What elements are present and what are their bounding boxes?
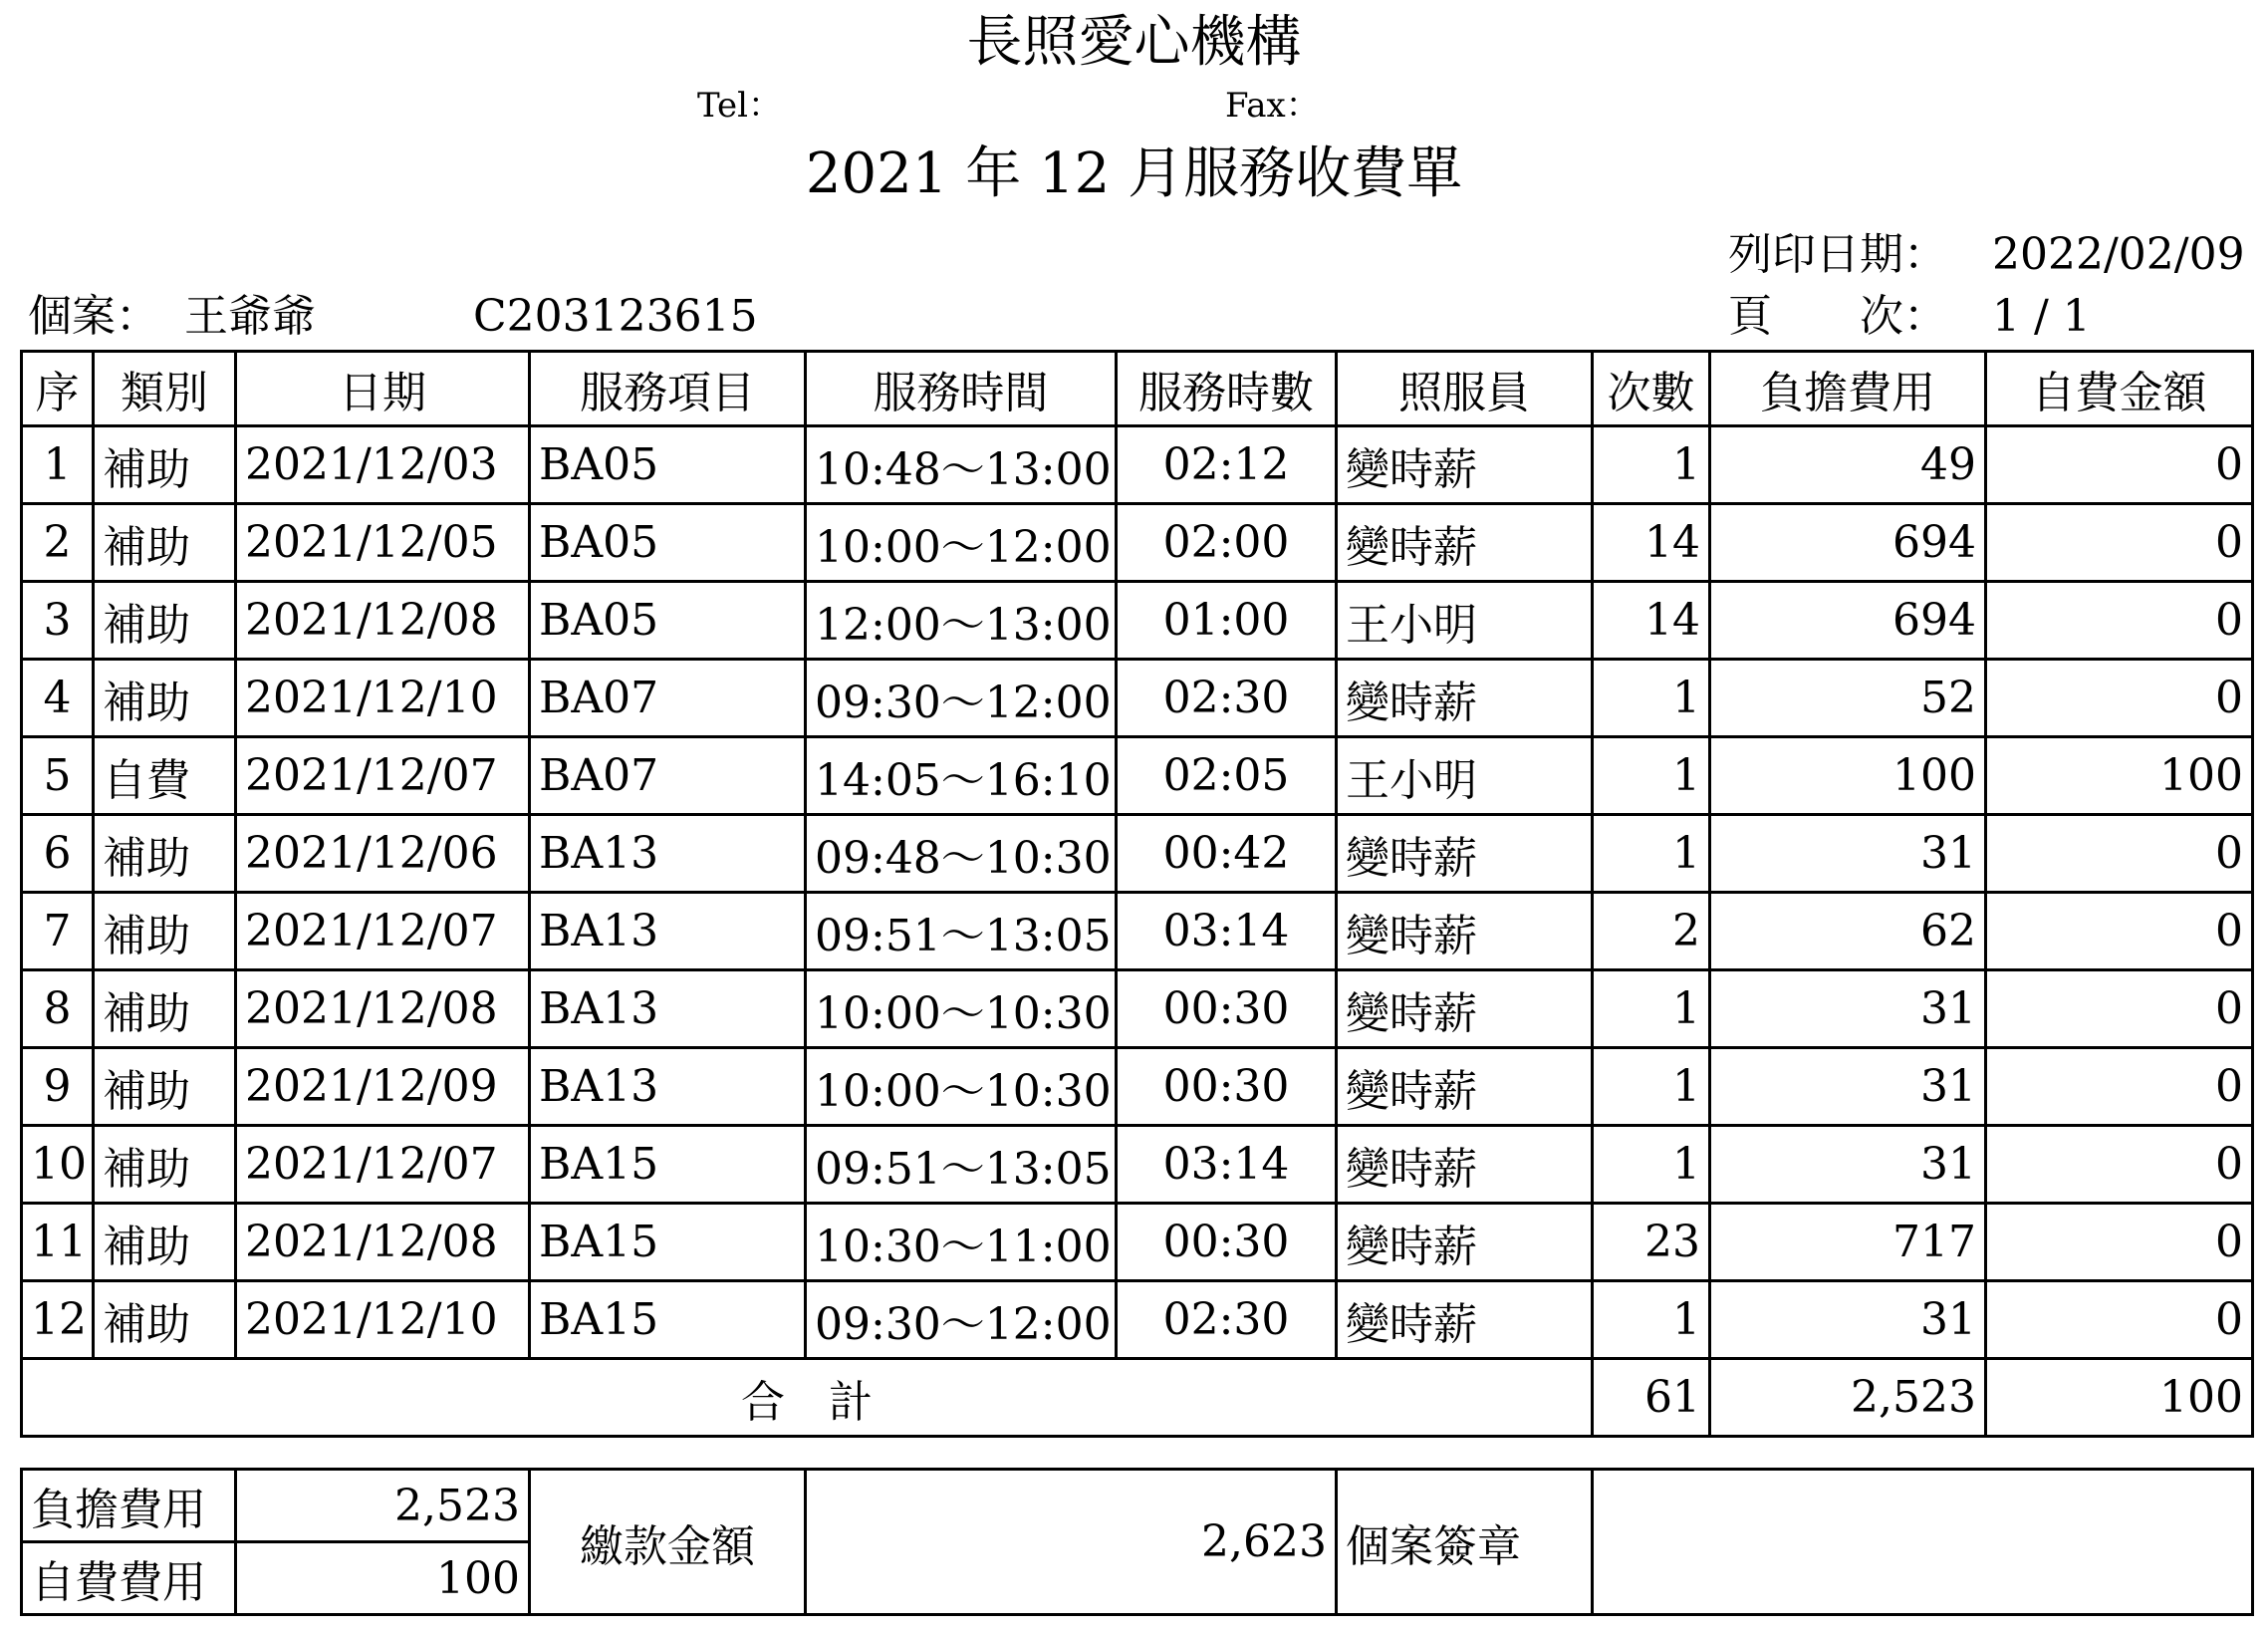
- row-type: 補助: [94, 660, 236, 737]
- row-copay: 717: [1710, 1204, 1986, 1281]
- table-row: [22, 1126, 2253, 1204]
- row-copay: 694: [1710, 582, 1986, 660]
- column-header: 負擔費用: [1710, 352, 1986, 426]
- column-header: 照服員: [1337, 352, 1593, 426]
- row-time: 10:00～10:30: [806, 1048, 1117, 1126]
- row-time: 10:30～11:00: [806, 1204, 1117, 1281]
- row-copay: 31: [1710, 1126, 1986, 1204]
- row-worker: 王小明: [1337, 737, 1593, 815]
- row-item: BA13: [530, 970, 806, 1048]
- row-seq: 11: [22, 1204, 94, 1281]
- print-date-value: 2022/02/09: [1992, 229, 2245, 280]
- column-header: 自費金額: [1986, 352, 2253, 426]
- case-name: 王爺爺: [184, 291, 316, 342]
- row-type: 補助: [94, 893, 236, 970]
- row-item: BA13: [530, 815, 806, 893]
- table-row: [22, 1048, 2253, 1126]
- row-date: 2021/12/06: [236, 815, 530, 893]
- row-time: 10:48～13:00: [806, 426, 1117, 504]
- row-item: BA15: [530, 1126, 806, 1204]
- row-time: 10:00～12:00: [806, 504, 1117, 582]
- row-type: 補助: [94, 504, 236, 582]
- case-id: C203123615: [473, 291, 758, 342]
- row-item: BA15: [530, 1281, 806, 1359]
- tel-label: Tel：: [697, 86, 783, 126]
- column-header: 類別: [94, 352, 236, 426]
- total-copay: 2,523: [1710, 1359, 1986, 1437]
- row-count: 14: [1593, 582, 1710, 660]
- row-item: BA07: [530, 660, 806, 737]
- row-copay: 49: [1710, 426, 1986, 504]
- row-seq: 10: [22, 1126, 94, 1204]
- table-row: [22, 737, 2253, 815]
- column-header: 序: [22, 352, 94, 426]
- row-copay: 31: [1710, 1281, 1986, 1359]
- row-hours: 02:30: [1117, 660, 1337, 737]
- row-item: BA07: [530, 737, 806, 815]
- signature-label: 個案簽章: [1337, 1470, 1593, 1615]
- row-count: 1: [1593, 737, 1710, 815]
- row-worker: 變時薪: [1337, 970, 1593, 1048]
- row-count: 2: [1593, 893, 1710, 970]
- row-worker: 王小明: [1337, 582, 1593, 660]
- row-date: 2021/12/10: [236, 1281, 530, 1359]
- column-header: 日期: [236, 352, 530, 426]
- row-date: 2021/12/07: [236, 893, 530, 970]
- print-date-label: 列印日期：: [1728, 229, 1947, 280]
- row-hours: 00:30: [1117, 1204, 1337, 1281]
- column-header: 服務時間: [806, 352, 1117, 426]
- row-count: 23: [1593, 1204, 1710, 1281]
- row-hours: 02:30: [1117, 1281, 1337, 1359]
- column-header: 服務項目: [530, 352, 806, 426]
- row-self-pay: 0: [1986, 1048, 2253, 1126]
- total-label: 合 計: [22, 1359, 1593, 1437]
- row-date: 2021/12/07: [236, 1126, 530, 1204]
- row-seq: 2: [22, 504, 94, 582]
- row-date: 2021/12/03: [236, 426, 530, 504]
- row-self-pay: 0: [1986, 660, 2253, 737]
- row-self-pay: 0: [1986, 1126, 2253, 1204]
- table-row: [22, 426, 2253, 504]
- row-worker: 變時薪: [1337, 1048, 1593, 1126]
- self-pay-label: 自費費用: [22, 1542, 236, 1615]
- row-item: BA05: [530, 504, 806, 582]
- row-seq: 5: [22, 737, 94, 815]
- row-time: 09:30～12:00: [806, 660, 1117, 737]
- page-value: 1 / 1: [1992, 291, 2091, 342]
- row-date: 2021/12/08: [236, 582, 530, 660]
- row-hours: 03:14: [1117, 1126, 1337, 1204]
- row-worker: 變時薪: [1337, 815, 1593, 893]
- document-title: 2021 年 12 月服務收費單: [805, 141, 1463, 206]
- row-worker: 變時薪: [1337, 893, 1593, 970]
- row-seq: 12: [22, 1281, 94, 1359]
- table-row: [22, 1281, 2253, 1359]
- table-row: [22, 1204, 2253, 1281]
- row-hours: 03:14: [1117, 893, 1337, 970]
- row-worker: 變時薪: [1337, 1281, 1593, 1359]
- payment-value: 2,623: [806, 1470, 1337, 1615]
- table-row: [22, 660, 2253, 737]
- row-date: 2021/12/08: [236, 970, 530, 1048]
- row-time: 09:51～13:05: [806, 893, 1117, 970]
- row-hours: 00:30: [1117, 970, 1337, 1048]
- row-self-pay: 0: [1986, 504, 2253, 582]
- row-type: 補助: [94, 582, 236, 660]
- table-row: [22, 504, 2253, 582]
- row-time: 14:05～16:10: [806, 737, 1117, 815]
- row-time: 10:00～10:30: [806, 970, 1117, 1048]
- copay-value: 2,523: [236, 1470, 530, 1542]
- row-item: BA05: [530, 582, 806, 660]
- total-count: 61: [1593, 1359, 1710, 1437]
- row-item: BA13: [530, 1048, 806, 1126]
- row-self-pay: 0: [1986, 893, 2253, 970]
- row-item: BA15: [530, 1204, 806, 1281]
- row-time: 09:51～13:05: [806, 1126, 1117, 1204]
- self-pay-value: 100: [236, 1542, 530, 1615]
- row-copay: 694: [1710, 504, 1986, 582]
- total-row: [22, 1359, 2253, 1437]
- row-hours: 02:12: [1117, 426, 1337, 504]
- row-item: BA13: [530, 893, 806, 970]
- table-row: [22, 582, 2253, 660]
- row-time: 09:30～12:00: [806, 1281, 1117, 1359]
- row-hours: 00:30: [1117, 1048, 1337, 1126]
- row-copay: 31: [1710, 970, 1986, 1048]
- row-seq: 3: [22, 582, 94, 660]
- row-hours: 02:00: [1117, 504, 1337, 582]
- row-type: 補助: [94, 1048, 236, 1126]
- row-date: 2021/12/08: [236, 1204, 530, 1281]
- case-label: 個案：: [28, 291, 159, 342]
- payment-summary-table: [20, 1468, 2254, 1616]
- signature-box[interactable]: [1593, 1470, 2253, 1615]
- table-row: [22, 970, 2253, 1048]
- row-date: 2021/12/07: [236, 737, 530, 815]
- row-item: BA05: [530, 426, 806, 504]
- row-count: 1: [1593, 970, 1710, 1048]
- row-worker: 變時薪: [1337, 1126, 1593, 1204]
- row-type: 補助: [94, 970, 236, 1048]
- organization-name: 長照愛心機構: [966, 10, 1302, 75]
- row-self-pay: 0: [1986, 1281, 2253, 1359]
- row-date: 2021/12/05: [236, 504, 530, 582]
- service-fee-table: [20, 350, 2254, 1438]
- row-self-pay: 0: [1986, 582, 2253, 660]
- row-time: 12:00～13:00: [806, 582, 1117, 660]
- row-count: 14: [1593, 504, 1710, 582]
- row-count: 1: [1593, 1281, 1710, 1359]
- row-worker: 變時薪: [1337, 504, 1593, 582]
- summary-row: [22, 1470, 2253, 1542]
- row-worker: 變時薪: [1337, 1204, 1593, 1281]
- row-type: 補助: [94, 1126, 236, 1204]
- row-seq: 6: [22, 815, 94, 893]
- row-hours: 02:05: [1117, 737, 1337, 815]
- row-count: 1: [1593, 426, 1710, 504]
- row-type: 補助: [94, 1281, 236, 1359]
- row-copay: 62: [1710, 893, 1986, 970]
- table-row: [22, 893, 2253, 970]
- row-seq: 1: [22, 426, 94, 504]
- row-worker: 變時薪: [1337, 660, 1593, 737]
- table-header-row: [22, 352, 2253, 426]
- row-seq: 7: [22, 893, 94, 970]
- row-self-pay: 0: [1986, 970, 2253, 1048]
- row-seq: 4: [22, 660, 94, 737]
- row-seq: 8: [22, 970, 94, 1048]
- total-self-pay: 100: [1986, 1359, 2253, 1437]
- row-self-pay: 0: [1986, 815, 2253, 893]
- fax-label: Fax：: [1225, 86, 1320, 126]
- table-row: [22, 815, 2253, 893]
- row-self-pay: 0: [1986, 426, 2253, 504]
- page-label: 頁 次：: [1728, 291, 1947, 342]
- row-type: 自費: [94, 737, 236, 815]
- copay-label: 負擔費用: [22, 1470, 236, 1542]
- row-count: 1: [1593, 815, 1710, 893]
- row-type: 補助: [94, 815, 236, 893]
- row-self-pay: 100: [1986, 737, 2253, 815]
- row-copay: 52: [1710, 660, 1986, 737]
- column-header: 次數: [1593, 352, 1710, 426]
- row-count: 1: [1593, 660, 1710, 737]
- row-copay: 31: [1710, 815, 1986, 893]
- row-time: 09:48～10:30: [806, 815, 1117, 893]
- row-self-pay: 0: [1986, 1204, 2253, 1281]
- row-copay: 31: [1710, 1048, 1986, 1126]
- column-header: 服務時數: [1117, 352, 1337, 426]
- row-worker: 變時薪: [1337, 426, 1593, 504]
- row-hours: 01:00: [1117, 582, 1337, 660]
- row-date: 2021/12/10: [236, 660, 530, 737]
- row-copay: 100: [1710, 737, 1986, 815]
- payment-label: 繳款金額: [530, 1470, 806, 1615]
- row-type: 補助: [94, 1204, 236, 1281]
- row-date: 2021/12/09: [236, 1048, 530, 1126]
- row-count: 1: [1593, 1048, 1710, 1126]
- row-count: 1: [1593, 1126, 1710, 1204]
- row-type: 補助: [94, 426, 236, 504]
- row-seq: 9: [22, 1048, 94, 1126]
- row-hours: 00:42: [1117, 815, 1337, 893]
